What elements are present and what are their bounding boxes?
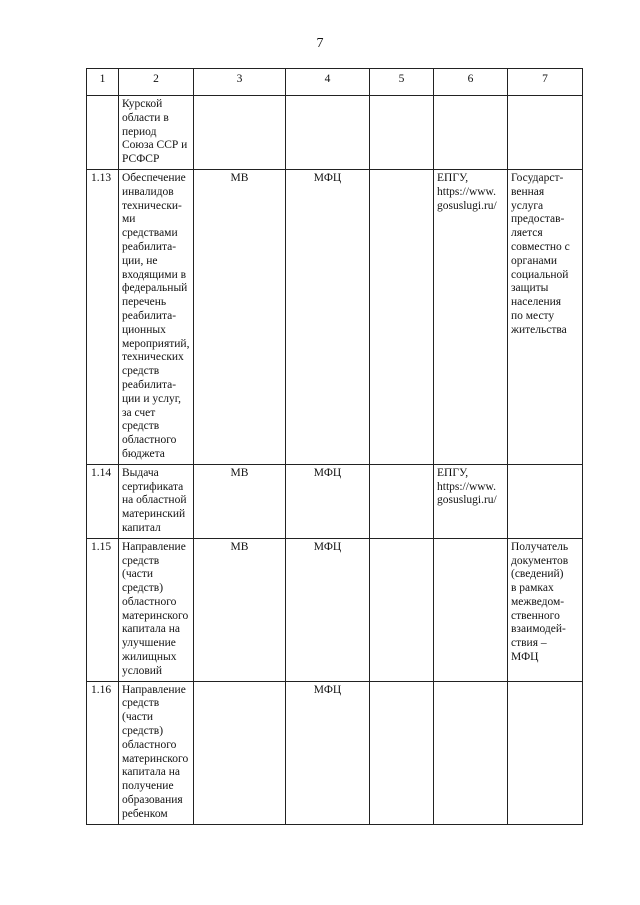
cell-line: средств [122, 365, 160, 378]
cell-line: Обеспечение [122, 171, 186, 184]
col7-cell [508, 464, 583, 538]
cell-line: жилищных [122, 651, 177, 664]
cell-line: органами [511, 254, 558, 267]
cell-line: предостав- [511, 213, 565, 226]
cell-line: совместно с [511, 240, 570, 253]
cell-line: Союза ССР и [122, 139, 188, 152]
cell-line: капитала на [122, 766, 181, 779]
header-cell: 6 [434, 69, 508, 96]
cell-line: средствами [122, 227, 178, 240]
cell-line: ЕПГУ, [437, 466, 469, 479]
col3-cell [194, 96, 286, 170]
service-name-cell [119, 681, 194, 824]
cell-line: в рамках [511, 582, 554, 595]
cell-line: взаимодей- [511, 623, 566, 636]
col4-cell: МФЦ [286, 681, 370, 824]
col4-cell: МФЦ [286, 464, 370, 538]
cell-line: ственного [511, 609, 560, 622]
services-table [86, 68, 583, 825]
col6-cell [434, 681, 508, 824]
cell-line: ребенком [122, 807, 168, 820]
service-name-cell [119, 169, 194, 464]
header-cell: 4 [286, 69, 370, 96]
cell-line: средств [122, 697, 160, 710]
cell-line: населения [511, 296, 562, 309]
cell-line: материнского [122, 609, 189, 622]
cell-line: МФЦ [511, 651, 539, 664]
table-row [87, 96, 583, 170]
col5-cell [370, 464, 434, 538]
cell-line: Направление [122, 540, 186, 553]
cell-line: реабилита- [122, 378, 177, 391]
cell-line: gosuslugi.ru/ [437, 199, 497, 212]
col3-cell: МВ [194, 169, 286, 464]
cell-line: улучшение [122, 637, 176, 650]
cell-line: области в [122, 111, 169, 124]
service-name-cell [119, 464, 194, 538]
row-number-cell: 1.15 [87, 538, 119, 681]
cell-line: по месту [511, 309, 555, 322]
cell-line: ми [122, 213, 136, 226]
service-name-cell [119, 96, 194, 170]
col4-cell: МФЦ [286, 169, 370, 464]
cell-line: сертификата [122, 480, 184, 493]
cell-line: капитала на [122, 623, 181, 636]
table-header-row [87, 69, 583, 96]
cell-line: услуга [511, 199, 544, 212]
col6-cell [434, 538, 508, 681]
cell-line: период [122, 125, 157, 138]
col4-cell: МФЦ [286, 538, 370, 681]
cell-line: ляется [511, 227, 543, 240]
cell-line: техническ​и- [122, 199, 182, 212]
row-number-cell: 1.16 [87, 681, 119, 824]
table-row [87, 681, 583, 824]
cell-line: областного [122, 738, 177, 751]
col7-cell [508, 681, 583, 824]
cell-line: бюджета [122, 447, 165, 460]
col7-cell [508, 169, 583, 464]
cell-line: Направление [122, 683, 186, 696]
cell-line: инвалидов [122, 185, 174, 198]
cell-line: технических [122, 351, 184, 364]
col3-cell: МВ [194, 538, 286, 681]
cell-line: средств [122, 420, 160, 433]
row-number-cell: 1.14 [87, 464, 119, 538]
cell-line: средств) [122, 582, 164, 595]
service-name-cell [119, 538, 194, 681]
header-cell: 7 [508, 69, 583, 96]
col5-cell [370, 96, 434, 170]
cell-line: средств) [122, 725, 164, 738]
cell-line: на областной [122, 494, 187, 507]
col7-cell [508, 538, 583, 681]
col3-cell [194, 681, 286, 824]
cell-line: https://www. [437, 480, 496, 493]
col6-cell [434, 96, 508, 170]
cell-line: капитал [122, 521, 161, 534]
table-row [87, 464, 583, 538]
col4-cell [286, 96, 370, 170]
col5-cell [370, 169, 434, 464]
page-number: 7 [316, 36, 324, 51]
cell-line: РСФСР [122, 153, 160, 166]
cell-line: образования [122, 794, 183, 807]
col5-cell [370, 681, 434, 824]
cell-line: за счет [122, 406, 156, 419]
cell-line: Курской [122, 98, 163, 110]
cell-line: документов [511, 554, 569, 567]
row-number-cell [87, 96, 119, 170]
col5-cell [370, 538, 434, 681]
cell-line: венная [511, 185, 545, 198]
cell-line: ствия – [511, 637, 547, 650]
cell-line: реабилита- [122, 309, 177, 322]
cell-line: (части [122, 568, 154, 581]
cell-line: gosuslugi.ru/ [437, 494, 497, 507]
cell-line: областного [122, 595, 177, 608]
col7-cell [508, 96, 583, 170]
cell-line: ции и услуг, [122, 392, 182, 405]
cell-line: федеральный [122, 282, 188, 295]
cell-line: жительства [511, 323, 567, 336]
cell-line: областного [122, 434, 177, 447]
cell-line: реабилита- [122, 240, 177, 253]
table-row [87, 169, 583, 464]
cell-line: Получатель [511, 540, 569, 553]
table-row [87, 538, 583, 681]
cell-line: условий [122, 664, 163, 677]
cell-line: защиты [511, 282, 549, 295]
col6-cell [434, 464, 508, 538]
header-cell: 5 [370, 69, 434, 96]
header-cell: 3 [194, 69, 286, 96]
cell-line: (сведений) [511, 568, 564, 581]
cell-line: https://www. [437, 185, 496, 198]
cell-line: входящими в [122, 268, 187, 281]
header-cell: 1 [87, 69, 119, 96]
header-cell: 2 [119, 69, 194, 96]
cell-line: средств [122, 554, 160, 567]
cell-line: (части [122, 711, 154, 724]
cell-line: мероприятий, [122, 337, 190, 350]
cell-line: материнский [122, 508, 186, 521]
cell-line: Государст- [511, 171, 564, 184]
cell-line: перечень [122, 296, 167, 309]
col6-cell [434, 169, 508, 464]
cell-line: материнского [122, 752, 189, 765]
cell-line: межведом- [511, 595, 565, 608]
col3-cell: МВ [194, 464, 286, 538]
cell-line: ЕПГУ, [437, 171, 469, 184]
cell-line: ционных [122, 323, 166, 336]
cell-line: ции, не [122, 254, 158, 267]
cell-line: Выдача [122, 466, 159, 479]
cell-line: получение [122, 780, 174, 793]
row-number-cell: 1.13 [87, 169, 119, 464]
cell-line: социальной [511, 268, 569, 281]
